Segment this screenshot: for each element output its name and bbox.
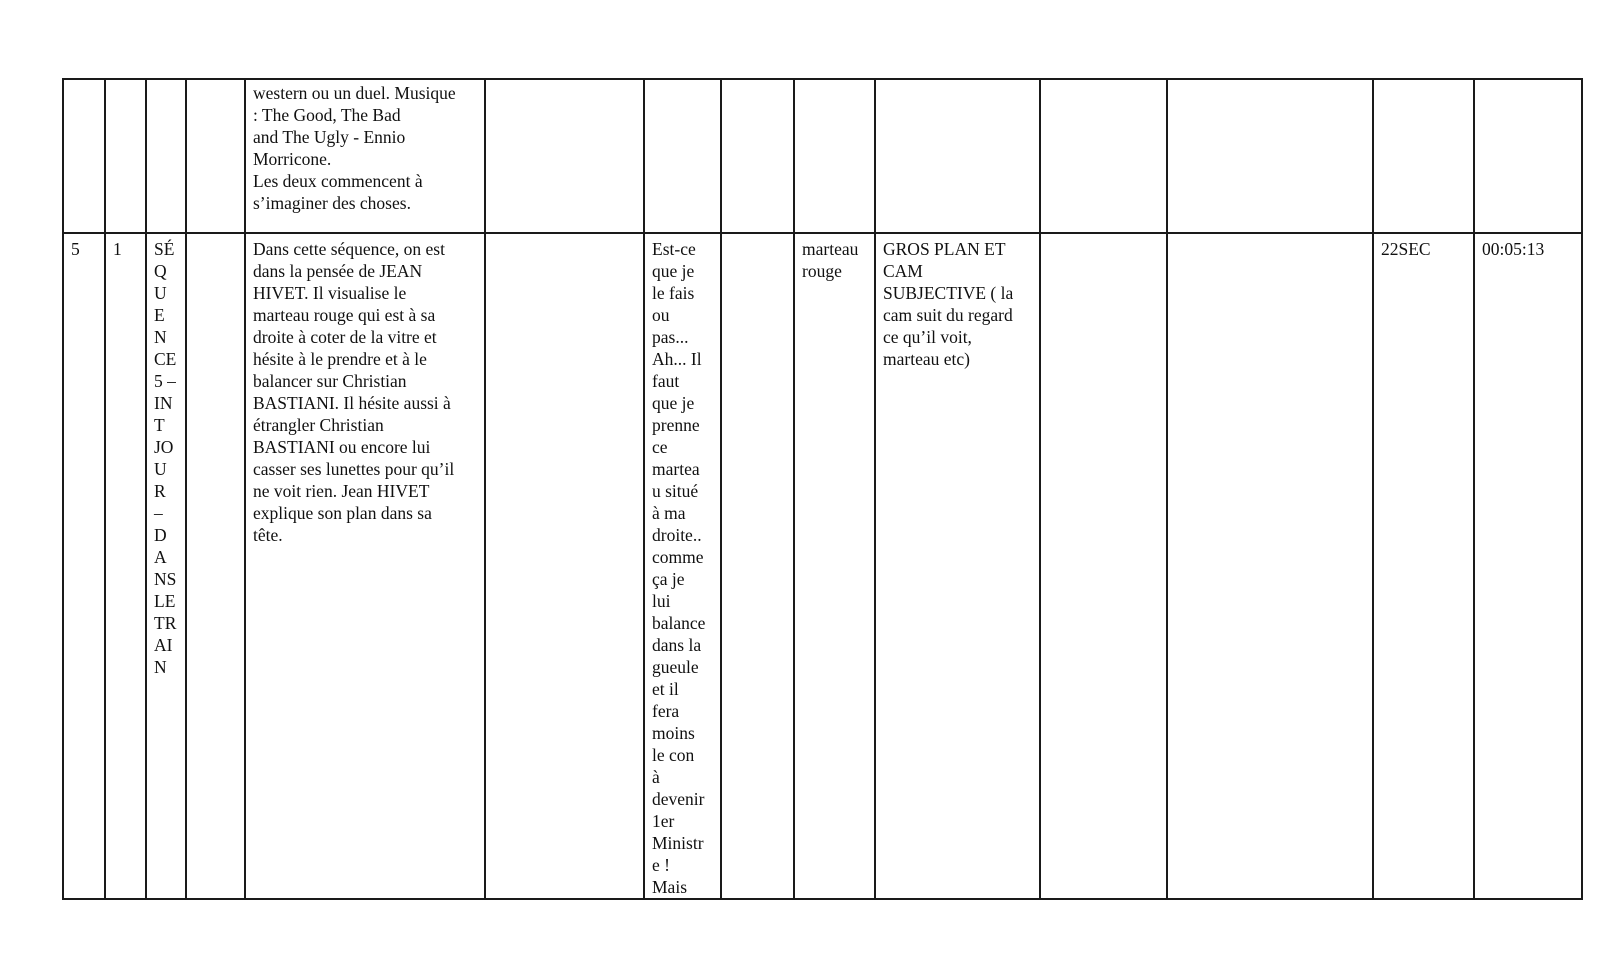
cell-sequence-number bbox=[63, 79, 105, 233]
cell-plan-number: 1 bbox=[105, 233, 146, 899]
cell-shot-type bbox=[875, 79, 1040, 233]
table-row bbox=[63, 233, 1582, 899]
cell-description: Dans cette séquence, on est dans la pensée de JEAN HIVET. Il visualise le marteau rouge qui est à sa droite à coter de la vitre et hésite à le prendre et à le balancer sur Christian BASTIANI. Il hésite aussi à étrangler Christian BASTIANI ou encore lui casser ses lunettes pour qu’il ne voit rien. Jean HIVET explique son plan dans sa tête. bbox=[245, 233, 485, 899]
cell-blank bbox=[186, 233, 245, 899]
cell-sequence-title bbox=[146, 79, 186, 233]
cell-column-12 bbox=[1167, 233, 1373, 899]
cell-column-11 bbox=[1040, 233, 1167, 899]
cell-dialogue: Est-ce que je le fais ou pas... Ah... Il faut que je prenne ce martea u situé à ma droite.. comme ça je lui balance dans la gueule et il fera moins le con à devenir 1er Ministr e ! Mais bbox=[644, 233, 721, 899]
cell-duration bbox=[1373, 79, 1474, 233]
cell-props bbox=[794, 79, 875, 233]
cell-column-6 bbox=[485, 233, 644, 899]
cell-dialogue bbox=[644, 79, 721, 233]
cell-column-8 bbox=[721, 233, 794, 899]
cell-column-12 bbox=[1167, 79, 1373, 233]
cell-column-6 bbox=[485, 79, 644, 233]
cell-sequence-title: SÉ Q U E N CE 5 – IN T JO U R – D A NS LE TR AI N bbox=[146, 233, 186, 899]
cell-plan-number bbox=[105, 79, 146, 233]
cell-column-8 bbox=[721, 79, 794, 233]
cell-description: western ou un duel. Musique : The Good, The Bad and The Ugly - Ennio Morricone. Les deux commencent à s’imaginer des choses. bbox=[245, 79, 485, 233]
table-row bbox=[63, 79, 1582, 233]
cell-timecode: 00:05:13 bbox=[1474, 233, 1582, 899]
cell-blank bbox=[186, 79, 245, 233]
cell-shot-type: GROS PLAN ET CAM SUBJECTIVE ( la cam suit du regard ce qu’il voit, marteau etc) bbox=[875, 233, 1040, 899]
storyboard-table bbox=[62, 78, 1583, 900]
cell-timecode bbox=[1474, 79, 1582, 233]
cell-sequence-number: 5 bbox=[63, 233, 105, 899]
cell-props: marteau rouge bbox=[794, 233, 875, 899]
cell-column-11 bbox=[1040, 79, 1167, 233]
cell-duration: 22SEC bbox=[1373, 233, 1474, 899]
